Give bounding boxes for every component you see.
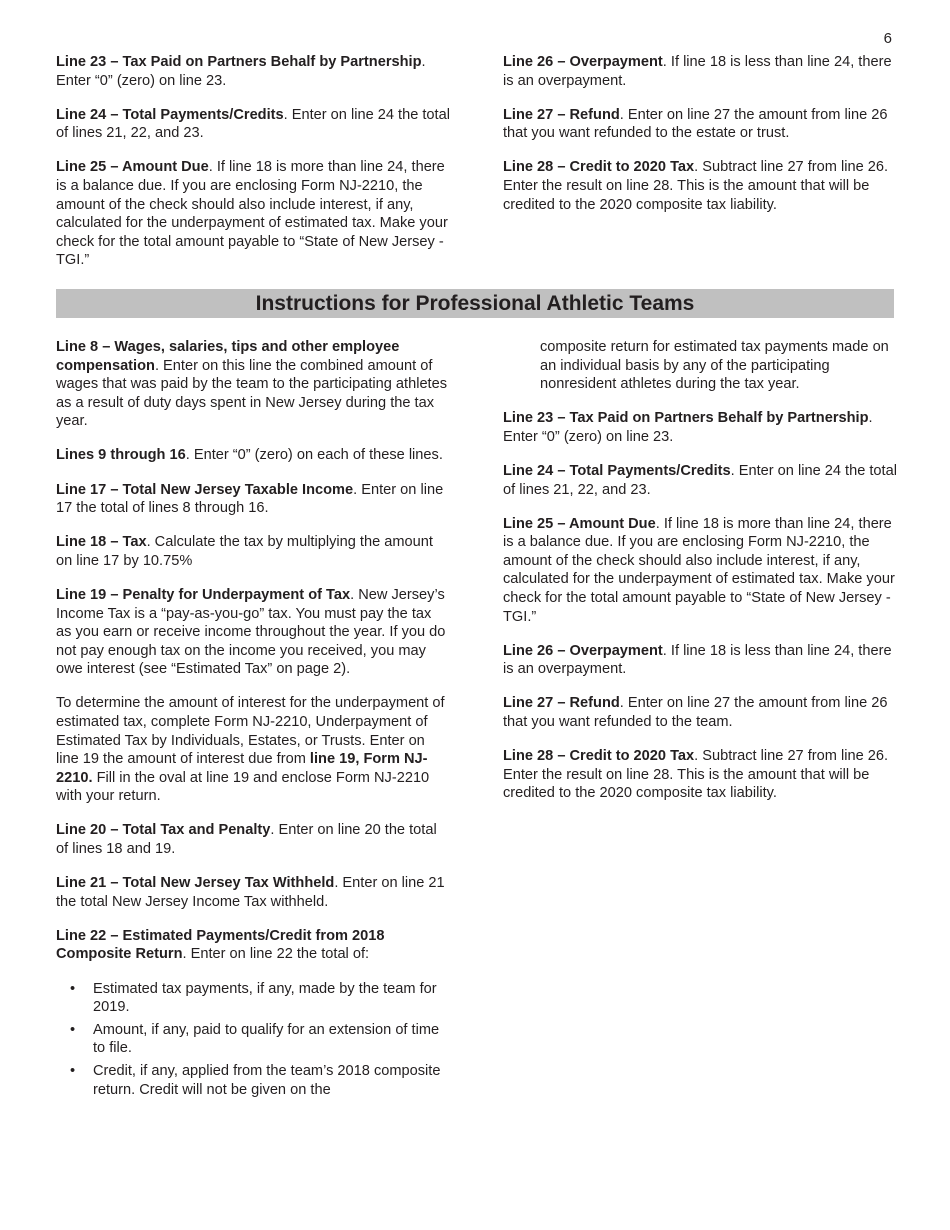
- top-right-column: [503, 53, 897, 230]
- instruction-line-18: Line 18 – Tax. Calculate the tax by multiplying the amount on line 17 by 10.75%: [56, 534, 433, 569]
- instruction-lines-9-16: Lines 9 through 16. Enter “0” (zero) on each of these lines.: [56, 447, 443, 464]
- instruction-line-26: Line 26 – Overpayment. If line 18 is less than line 24, there is an overpayment.: [503, 642, 892, 678]
- instruction-line-19: Line 19 – Penalty for Underpayment of Tax. New Jersey’s Income Tax is a “pay-as-you-go” tax. You must pay the tax as you earn or receive income throughout the year. If you do not pay enough tax on the income you received, you may owe interest (see “Estimated Tax” on page 2).: [56, 586, 446, 678]
- list-item: • Estimated tax payments, if any, made by the team for 2019.: [56, 980, 450, 1017]
- instruction-line-23: Line 23 – Tax Paid on Partners Behalf by Partnership. Enter “0” (zero) on line 23.: [503, 410, 873, 445]
- bottom-left-column: [56, 338, 450, 1103]
- section-title-banner: Instructions for Professional Athletic Teams: [56, 289, 894, 318]
- list-item: • Credit, if any, applied from the team’s 2018 composite return. Credit will not be given on the: [56, 1062, 450, 1099]
- instruction-line-27: Line 27 – Refund. Enter on line 27 the amount from line 26 that you want refunded to the estate or trust.: [503, 106, 888, 142]
- instruction-line-27: Line 27 – Refund. Enter on line 27 the amount from line 26 that you want refunded to the team.: [503, 695, 888, 730]
- instruction-line-25: Line 25 – Amount Due. If line 18 is more than line 24, there is a balance due. If you are enclosing Form NJ-2210, the amount of the check should also include interest, if any, calculated for the underpayment of estimated tax. Make your check for the total amount payable to “State of New Jersey - TGI.”: [503, 515, 895, 625]
- instruction-line-17: Line 17 – Total New Jersey Taxable Income. Enter on line 17 the total of lines 8 through 16.: [56, 481, 444, 517]
- instruction-line-22: Line 22 – Estimated Payments/Credit from 2018 Composite Return. Enter on line 22 the total of:: [56, 927, 385, 963]
- instruction-line-8: Line 8 – Wages, salaries, tips and other employee compensation. Enter on this line the combined amount of wages that was paid by the team to the participating athletes as a result of duty days spent in New Jersey during the tax year.: [56, 339, 448, 430]
- instruction-line-28: Line 28 – Credit to 2020 Tax. Subtract line 27 from line 26. Enter the result on line 28. This is the amount that will be credited to the 2020 composite tax liability.: [503, 159, 889, 213]
- page-number: 6: [883, 30, 892, 47]
- list-item: • Amount, if any, paid to qualify for an extension of time to file.: [56, 1021, 450, 1058]
- bottom-right-column: [503, 338, 897, 818]
- instruction-line-26: Line 26 – Overpayment. If line 18 is less than line 24, there is an overpayment.: [503, 54, 892, 89]
- instruction-line-28: Line 28 – Credit to 2020 Tax. Subtract line 27 from line 26. Enter the result on line 28. This is the amount that will be credited to the 2020 composite tax liability.: [503, 748, 889, 802]
- instruction-line-23: Line 23 – Tax Paid on Partners Behalf by Partnership. Enter “0” (zero) on line 23.: [56, 54, 426, 89]
- instruction-line-21: Line 21 – Total New Jersey Tax Withheld. Enter on line 21 the total New Jersey Income Tax withheld.: [56, 875, 445, 910]
- instruction-line-24: Line 24 – Total Payments/Credits. Enter on line 24 the total of lines 21, 22, and 23.: [503, 462, 897, 498]
- top-left-column: [56, 53, 450, 285]
- instruction-line-25: Line 25 – Amount Due. If line 18 is more than line 24, there is a balance due. If you are enclosing Form NJ-2210, the amount of the check should also include interest, if any, calculated for the underpayment of estimated tax. Make your check for the total amount payable to “State of New Jersey - TGI.”: [56, 159, 448, 269]
- instruction-line-24: Line 24 – Total Payments/Credits. Enter on line 24 the total of lines 21, 22, and 23.: [56, 106, 450, 142]
- bullet-continuation: composite return for estimated tax payments made on an individual basis by any of the participating nonresident athletes during the tax year.: [540, 339, 889, 393]
- line-22-bullet-list: [56, 980, 450, 1100]
- instruction-line-20: Line 20 – Total Tax and Penalty. Enter on line 20 the total of lines 18 and 19.: [56, 822, 437, 858]
- interest-paragraph: To determine the amount of interest for the underpayment of estimated tax, complete Form NJ-2210, Underpayment of Estimated Tax by Individuals, Estates, or Trusts. Enter on line 19 the amount of interest due from line 19, Form NJ-2210. Fill in the oval at line 19 and enclose Form NJ-2210 with your return.: [56, 695, 445, 805]
